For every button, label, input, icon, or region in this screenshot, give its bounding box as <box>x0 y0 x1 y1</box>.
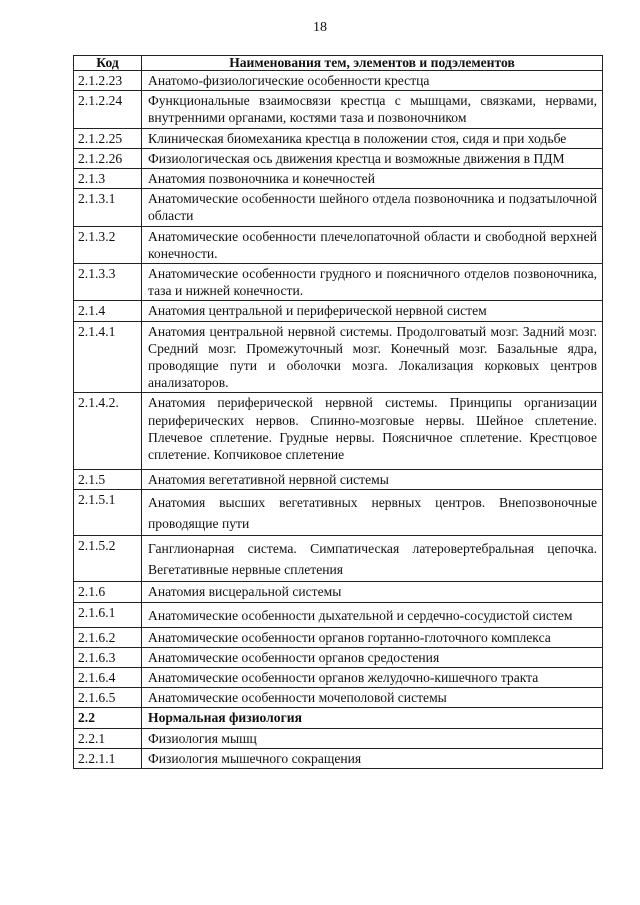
row-title: Анатомические особенности плечелопаточной области и свободной верхней конечности. <box>142 226 603 263</box>
row-code: 2.1.3.2 <box>74 226 142 263</box>
table-row <box>74 748 603 768</box>
table-row <box>74 668 603 688</box>
row-title: Анатомо-физиологические особенности крестца <box>142 71 603 91</box>
table-row <box>74 627 603 647</box>
curriculum-table <box>73 55 603 769</box>
column-header-name: Наименования тем, элементов и подэлементов <box>142 56 603 71</box>
row-code: 2.1.2.24 <box>74 91 142 128</box>
table-row <box>74 264 603 301</box>
table-row <box>74 393 603 470</box>
row-title: Анатомические особенности органов желудочно-кишечного тракта <box>142 668 603 688</box>
row-code: 2.1.5.2 <box>74 536 142 582</box>
row-title: Анатомия позвоночника и конечностей <box>142 169 603 189</box>
table-row <box>74 128 603 148</box>
row-title: Анатомия периферической нервной системы. Принципы организации периферических нервов. Спинно-мозговые нервы. Шейное сплетение. Плечевое сплетение. Грудные нервы. Поясничное сплетение. Крестцовое сплетение. Копчиковое сплетение <box>142 393 603 470</box>
row-code: 2.1.2.26 <box>74 148 142 168</box>
row-code: 2.2 <box>74 708 142 728</box>
table-row <box>74 647 603 667</box>
row-title: Физиологическая ось движения крестца и возможные движения в ПДМ <box>142 148 603 168</box>
row-title: Ганглионарная система. Симпатическая латеровертебральная цепочка. Вегетативные нервные сплетения <box>142 536 603 582</box>
table-row <box>74 470 603 490</box>
row-code: 2.1.4.2. <box>74 393 142 470</box>
row-title: Анатомия висцеральной системы <box>142 582 603 602</box>
row-title: Анатомия центральной и периферической нервной систем <box>142 301 603 321</box>
row-title: Анатомия вегетативной нервной системы <box>142 470 603 490</box>
row-title: Анатомия центральной нервной системы. Продолговатый мозг. Задний мозг. Средний мозг. Промежуточный мозг. Конечный мозг. Базальные ядра, проводящие пути и оболочки мозга. Локализация корковых центров анализаторов. <box>142 321 603 393</box>
row-title: Анатомические особенности органов гортанно-глоточного комплекса <box>142 627 603 647</box>
page-number: 18 <box>313 20 327 35</box>
row-title: Нормальная физиология <box>142 708 603 728</box>
table-row <box>74 91 603 128</box>
table-row <box>74 536 603 582</box>
row-title: Анатомические особенности органов средостения <box>142 647 603 667</box>
row-code: 2.1.6.5 <box>74 688 142 708</box>
row-code: 2.1.6.2 <box>74 627 142 647</box>
row-title: Анатомические особенности грудного и поясничного отделов позвоночника, таза и нижней конечности. <box>142 264 603 301</box>
row-title: Анатомические особенности мочеполовой системы <box>142 688 603 708</box>
table-row <box>74 321 603 393</box>
row-code: 2.1.2.25 <box>74 128 142 148</box>
row-title: Клиническая биомеханика крестца в положении стоя, сидя и при ходьбе <box>142 128 603 148</box>
row-title: Физиология мышечного сокращения <box>142 748 603 768</box>
row-title: Анатомические особенности дыхательной и сердечно-сосудистой систем <box>142 602 603 627</box>
row-code: 2.1.2.23 <box>74 71 142 91</box>
row-code: 2.1.6 <box>74 582 142 602</box>
row-title: Анатомические особенности шейного отдела позвоночника и подзатылочной области <box>142 189 603 226</box>
row-code: 2.1.4 <box>74 301 142 321</box>
table-row <box>74 189 603 226</box>
row-code: 2.1.3.3 <box>74 264 142 301</box>
table-row <box>74 582 603 602</box>
row-title: Функциональные взаимосвязи крестца с мышцами, связками, нервами, внутренними органами, костями таза и позвоночником <box>142 91 603 128</box>
row-code: 2.1.6.1 <box>74 602 142 627</box>
table-row <box>74 602 603 627</box>
table-row <box>74 71 603 91</box>
row-code: 2.1.5.1 <box>74 490 142 536</box>
table-row <box>74 148 603 168</box>
table-row <box>74 688 603 708</box>
table-row <box>74 708 603 728</box>
table-row <box>74 490 603 536</box>
table-row <box>74 301 603 321</box>
table-header-row <box>74 56 603 71</box>
row-code: 2.1.3 <box>74 169 142 189</box>
row-code: 2.1.6.3 <box>74 647 142 667</box>
row-code: 2.1.6.4 <box>74 668 142 688</box>
row-code: 2.2.1.1 <box>74 748 142 768</box>
table-row <box>74 728 603 748</box>
row-code: 2.1.4.1 <box>74 321 142 393</box>
row-code: 2.1.5 <box>74 470 142 490</box>
row-title: Физиология мышц <box>142 728 603 748</box>
column-header-code: Код <box>74 56 142 71</box>
table-row <box>74 169 603 189</box>
row-title: Анатомия высших вегетативных нервных центров. Внепозвоночные проводящие пути <box>142 490 603 536</box>
row-code: 2.1.3.1 <box>74 189 142 226</box>
row-code: 2.2.1 <box>74 728 142 748</box>
table-row <box>74 226 603 263</box>
